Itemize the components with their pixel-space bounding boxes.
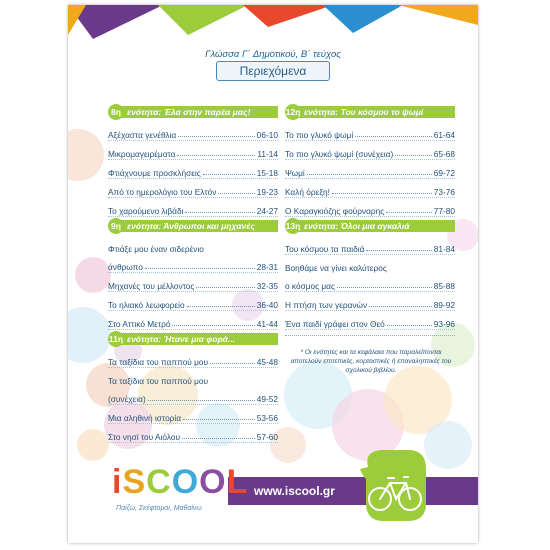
toc-entry-pages: 61-64 [433, 130, 455, 140]
toc-entry-title: Τα ταξίδια του παππού μου [108, 357, 209, 367]
leader-dots [210, 363, 255, 364]
section-title: ενότητα: Άνθρωποι και μηχανές [127, 221, 255, 231]
leader-dots [177, 155, 255, 156]
section-number-badge: 12η [285, 104, 301, 120]
toc-entry-pages: 89-92 [433, 300, 455, 310]
leader-dots [185, 212, 254, 213]
leader-dots [218, 193, 254, 194]
contents-title-box [216, 61, 330, 81]
toc-entry-title: Μια αληθινή ιστορία [108, 413, 182, 423]
logo-letter: O [199, 463, 227, 501]
section-number-badge: 9η [108, 218, 124, 234]
toc-entry[interactable] [108, 292, 278, 311]
logo-letter: L [226, 463, 249, 501]
leader-dots [332, 193, 432, 194]
toc-entry[interactable] [108, 349, 278, 368]
toc-entry-pages: 57-60 [256, 432, 278, 442]
toc-entry[interactable] [108, 405, 278, 424]
toc-entry[interactable] [285, 311, 455, 330]
toc-entry[interactable] [108, 236, 278, 254]
section-header [285, 219, 455, 233]
toc-entry-title: Ένα παιδί γράφει στον Θεό [285, 319, 385, 329]
toc-entry-pages: 06-10 [256, 130, 278, 140]
section-number-badge: 13η [285, 218, 301, 234]
toc-entry[interactable] [108, 368, 278, 386]
toc-entry[interactable] [285, 122, 455, 141]
logo-letter: S [122, 463, 147, 501]
toc-entry[interactable] [108, 122, 278, 141]
toc-entry[interactable] [108, 424, 278, 443]
section-header [108, 219, 278, 233]
toc-entry-pages: 28-31 [256, 262, 278, 272]
toc-entry-title: Η πτήση των γερανών [285, 300, 368, 310]
bicycle-icon [360, 447, 430, 523]
toc-entry-pages: 19-23 [256, 187, 278, 197]
toc-left-column [108, 103, 278, 443]
section-header [285, 105, 455, 119]
toc-entry[interactable] [108, 141, 278, 160]
toc-entry-title: Το χαρούμενο λιβάδι [108, 206, 184, 216]
toc-entry-pages: 24-27 [256, 206, 278, 216]
note-separator [285, 335, 455, 336]
logo-letter: i [112, 463, 123, 501]
toc-entry[interactable] [108, 160, 278, 179]
toc-entry-title: Στο νησί του Αιόλου [108, 432, 181, 442]
toc-entry[interactable] [285, 236, 455, 255]
toc-entry[interactable] [285, 273, 455, 292]
leader-dots [387, 325, 432, 326]
section-header [108, 332, 278, 346]
toc-entry-title: Μικρομαγειρέματα [108, 149, 176, 159]
toc-entry-pages: 11-14 [257, 149, 278, 159]
toc-entry-title: Φτιάξε μου έναν σιδερένιο [108, 244, 204, 254]
leader-dots [182, 438, 255, 439]
leader-dots [203, 174, 255, 175]
section-title: ενότητα: Ήτανε μια φορά... [127, 334, 235, 344]
leader-dots [187, 306, 255, 307]
toc-entry-title: Το ηλιακό λεωφορείο [108, 300, 185, 310]
toc-entry-title: Του κόσμου τα παιδιά [285, 244, 365, 254]
toc-entry-pages: 85-88 [433, 281, 455, 291]
booklet-page [68, 5, 478, 543]
leader-dots [148, 400, 255, 401]
leader-dots [178, 136, 255, 137]
toc-entry[interactable] [108, 198, 278, 217]
toc-entry-pages: 73-76 [433, 187, 455, 197]
toc-entry-title: Φτιάχνουμε προσκλήσεις [108, 168, 201, 178]
toc-entry-pages: 49-52 [256, 394, 278, 404]
corner-triangles [68, 5, 478, 47]
footnote: * Οι ενότητες και τα κεφάλαια που παραλείπονται αποτελούν επιτεπικές, κορταστικές ή επαναληπτικές του σχολικού βιβλίου. [290, 349, 452, 374]
toc-entry-pages: 53-56 [256, 413, 278, 423]
toc-entry[interactable] [285, 198, 455, 217]
toc-entry-title: Μηχανές του μέλλοντος [108, 281, 195, 291]
toc-entry-pages: 45-48 [256, 357, 278, 367]
logo-tagline: Παίζω, Σκέφτομαι, Μαθαίνω [116, 505, 202, 512]
toc-entry[interactable] [108, 311, 278, 330]
leader-dots [307, 174, 432, 175]
toc-entry-title: άνθρωπο [108, 262, 143, 272]
toc-entry-title: Ο Καραγκιόζης φούρναρης [285, 206, 385, 216]
iscool-logo [112, 463, 248, 502]
toc-entry-title: Τα ταξίδια του παππού μου [108, 376, 209, 386]
section-title: ενότητα: Όλοι μια αγκαλιά [304, 221, 410, 231]
section-number-badge: 8η [108, 104, 124, 120]
toc-entry[interactable] [285, 141, 455, 160]
contents-title: Περιεχόμενα [239, 64, 307, 78]
toc-right-column [285, 103, 455, 330]
leader-dots [337, 287, 432, 288]
leader-dots [395, 155, 432, 156]
section-title: ενότητα: Έλα στην παρέα μας! [127, 107, 251, 117]
toc-entry[interactable] [108, 179, 278, 198]
toc-entry-title: ο κόσμος μας [285, 281, 335, 291]
toc-entry-pages: 93-96 [433, 319, 455, 329]
toc-entry-pages: 41-44 [256, 319, 278, 329]
toc-entry-title: Αξέχαστα γενέθλια [108, 130, 177, 140]
toc-entry[interactable] [285, 160, 455, 179]
toc-entry[interactable] [285, 292, 455, 311]
leader-dots [366, 250, 431, 251]
section-title: ενότητα: Του κόσμου το ψωμί [304, 107, 424, 117]
toc-entry-title: Το πιο γλυκό ψωμί [285, 130, 354, 140]
leader-dots [145, 268, 255, 269]
toc-entry-pages: 32-35 [256, 281, 278, 291]
toc-entry[interactable] [285, 255, 455, 273]
website-link[interactable]: www.iscool.gr [254, 484, 335, 498]
toc-entry-title: Ψωμί [285, 168, 305, 178]
toc-entry-pages: 36-40 [256, 300, 278, 310]
leader-dots [355, 136, 432, 137]
book-subtitle: Γλώσσα Γ΄ Δημοτικού, Β΄ τεύχος [205, 49, 341, 60]
toc-entry[interactable] [108, 254, 278, 273]
toc-entry[interactable] [108, 386, 278, 405]
toc-entry-title: Από το ημερολόγιο του Ελτόν [108, 187, 217, 197]
toc-entry-title: Βοηθάμε να γίνει καλύτερος [285, 263, 387, 273]
section-number-badge: 11η [108, 331, 124, 347]
toc-entry-title: (συνέχεια) [108, 394, 146, 404]
toc-entry[interactable] [108, 273, 278, 292]
toc-entry-title: Στο Αττικό Μετρό [108, 319, 171, 329]
leader-dots [172, 325, 254, 326]
section-header [108, 105, 278, 119]
logo-letter: O [171, 463, 200, 501]
leader-dots [369, 306, 432, 307]
leader-dots [183, 419, 255, 420]
toc-entry-title: Το πιο γλυκό ψωμί (συνέχεια) [285, 149, 394, 159]
toc-entry-title: Καλή όρεξη! [285, 187, 330, 197]
toc-entry-pages: 65-68 [433, 149, 455, 159]
toc-entry[interactable] [285, 179, 455, 198]
leader-dots [196, 287, 254, 288]
toc-entry-pages: 15-18 [256, 168, 278, 178]
leader-dots [386, 212, 432, 213]
toc-entry-pages: 69-72 [433, 168, 455, 178]
logo-letter: C [146, 463, 172, 501]
toc-entry-pages: 81-84 [433, 244, 455, 254]
toc-entry-pages: 77-80 [433, 206, 455, 216]
